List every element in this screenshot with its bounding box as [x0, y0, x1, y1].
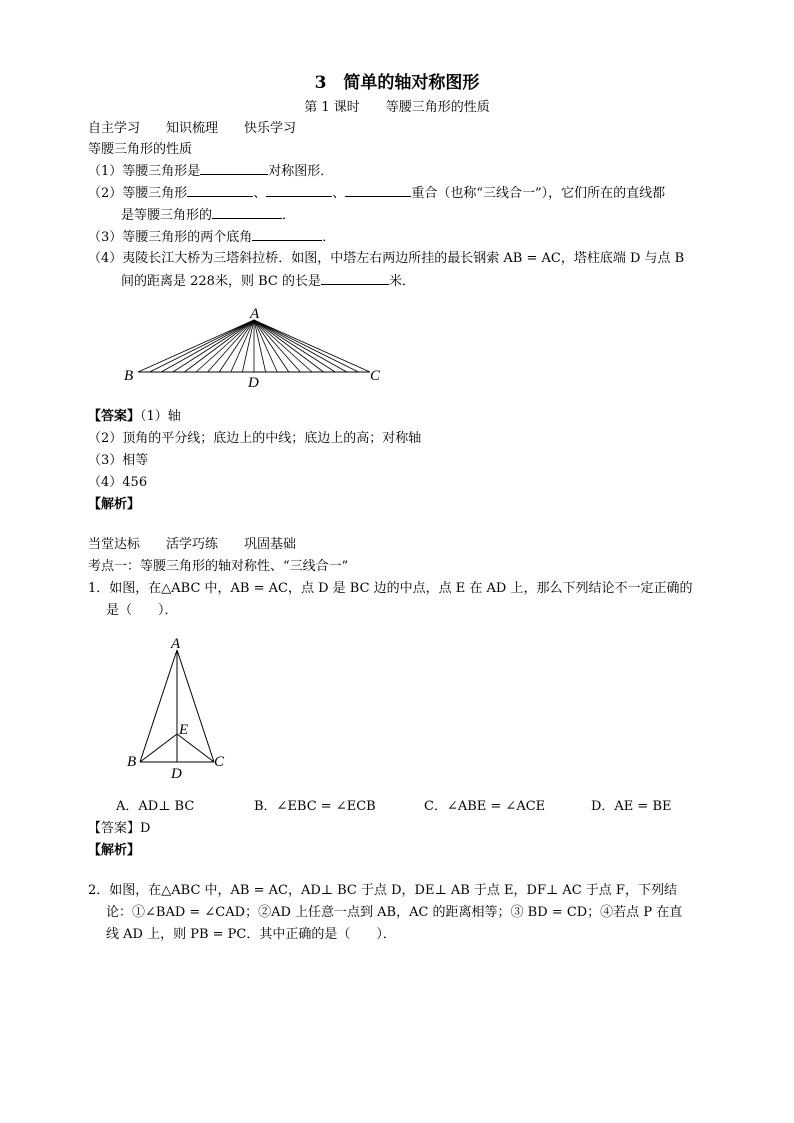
- option-d: D．AE = BE: [591, 799, 672, 814]
- question-4-line1: （4）夷陵长江大桥为三塔斜拉桥．如图，中塔左右两边所挂的最长钢索 AB = AC，塔柱底端 D 与点 B: [88, 251, 685, 266]
- problem-1-answer: 【答案】D: [88, 821, 151, 836]
- section2-heading: 当堂达标 活学巧练 巩固基础: [88, 537, 297, 552]
- bridge-label-b: B: [124, 368, 134, 384]
- question-4-line2: [121, 272, 415, 291]
- q4-prefix: 间的距离是 228米，则 BC 的长是: [121, 274, 321, 289]
- answer-tag: 【答案】: [88, 409, 141, 424]
- triangle-figure: [120, 632, 240, 782]
- bridge-label-d: D: [248, 375, 259, 391]
- option-b: B．∠EBC = ∠ECB: [254, 799, 376, 814]
- q2-blank-3: [345, 184, 411, 197]
- triangle-label-a: A: [171, 636, 181, 652]
- q2b-blank: [212, 206, 282, 219]
- question-2-continued: [121, 206, 295, 225]
- kaodian-heading: 考点一：等腰三角形的轴对称性、“三线合一”: [88, 559, 349, 574]
- q2-blank-1: [187, 184, 253, 197]
- problem-1-analysis: 【解析】: [88, 843, 141, 858]
- question-2: [88, 184, 665, 203]
- q4-suffix: 米．: [388, 274, 415, 289]
- q3-blank: [252, 228, 322, 241]
- bridge-label-a: A: [250, 306, 260, 322]
- page-title: 3 简单的轴对称图形: [314, 73, 480, 93]
- bridge-cable: [208, 320, 254, 372]
- q1-blank: [200, 162, 268, 175]
- q1-suffix: 对称图形．: [268, 164, 334, 179]
- bridge-label-c: C: [370, 368, 381, 384]
- q3-suffix: ．: [322, 230, 336, 245]
- bridge-cable: [254, 320, 300, 372]
- segment-ab: [140, 650, 177, 762]
- triangle-label-d: D: [171, 766, 182, 782]
- triangle-label-e: E: [179, 722, 189, 738]
- bridge-figure: [120, 300, 390, 395]
- answer-1: [88, 408, 181, 426]
- q2-separator-1: 、: [253, 186, 267, 201]
- answer-2: （2）顶角的平分线；底边上的中线；底边上的高；对称轴: [88, 431, 422, 446]
- analysis-tag: 【解析】: [88, 497, 141, 512]
- bridge-cable: [150, 320, 254, 372]
- problem-1-line2: 是（ ）．: [106, 603, 178, 618]
- answer-1-text: （1）轴: [140, 409, 181, 424]
- q4-blank: [321, 272, 389, 285]
- bridge-cable: [254, 320, 358, 372]
- q2-separator-2: 、: [332, 186, 346, 201]
- q2-blank-2: [266, 184, 332, 197]
- problem-2-line3: 线 AD 上，则 PB = PC．其中正确的是（ ）．: [106, 927, 396, 942]
- q2-suffix: 重合（也称“三线合一”），它们所在的直线都: [411, 186, 666, 201]
- triangle-label-b: B: [127, 754, 137, 770]
- q2b-prefix: 是等腰三角形的: [121, 208, 213, 223]
- bridge-cable: [254, 320, 312, 372]
- bridge-cable: [173, 320, 254, 372]
- option-a: A．AD⊥ BC: [116, 799, 195, 814]
- section1-heading: 自主学习 知识梳理 快乐学习: [88, 121, 297, 136]
- question-1: [88, 162, 333, 181]
- problem-2-line1: 2．如图，在△ABC 中，AB = AC，AD⊥ BC 于点 D，DE⊥ AB 于点 E，DF⊥ AC 于点 F，下列结: [88, 883, 677, 898]
- answer-4: （4）456: [88, 475, 148, 490]
- bridge-cable: [196, 320, 254, 372]
- bridge-cable: [254, 320, 324, 372]
- bridge-cables: [138, 320, 370, 372]
- question-3: [88, 228, 335, 247]
- answer-3: （3）相等: [88, 453, 149, 468]
- topic-heading: 等腰三角形的性质: [88, 142, 193, 157]
- segment-ac: [177, 650, 214, 762]
- segment-be: [140, 734, 177, 762]
- page-subtitle: 第 1 课时 等腰三角形的性质: [304, 100, 490, 115]
- bridge-cable: [254, 320, 335, 372]
- bridge-cable: [161, 320, 254, 372]
- problem-1-line1: 1．如图，在△ABC 中，AB = AC，点 D 是 BC 边的中点，点 E 在 AD 上，那么下列结论不一定正确的: [88, 581, 693, 596]
- option-c: C．∠ABE = ∠ACE: [424, 799, 546, 814]
- bridge-cable: [184, 320, 254, 372]
- segment-ce: [177, 734, 214, 762]
- q2b-suffix: ．: [282, 208, 296, 223]
- triangle-label-c: C: [214, 754, 225, 770]
- bridge-cable: [254, 320, 347, 372]
- q3-prefix: （3）等腰三角形的两个底角: [88, 230, 253, 245]
- q1-prefix: （1）等腰三角形是: [88, 164, 201, 179]
- q2-prefix: （2）等腰三角形: [88, 186, 188, 201]
- problem-2-line2: 论：①∠BAD = ∠CAD；②AD 上任意一点到 AB，AC 的距离相等；③ BD = CD；④若点 P 在直: [106, 905, 683, 920]
